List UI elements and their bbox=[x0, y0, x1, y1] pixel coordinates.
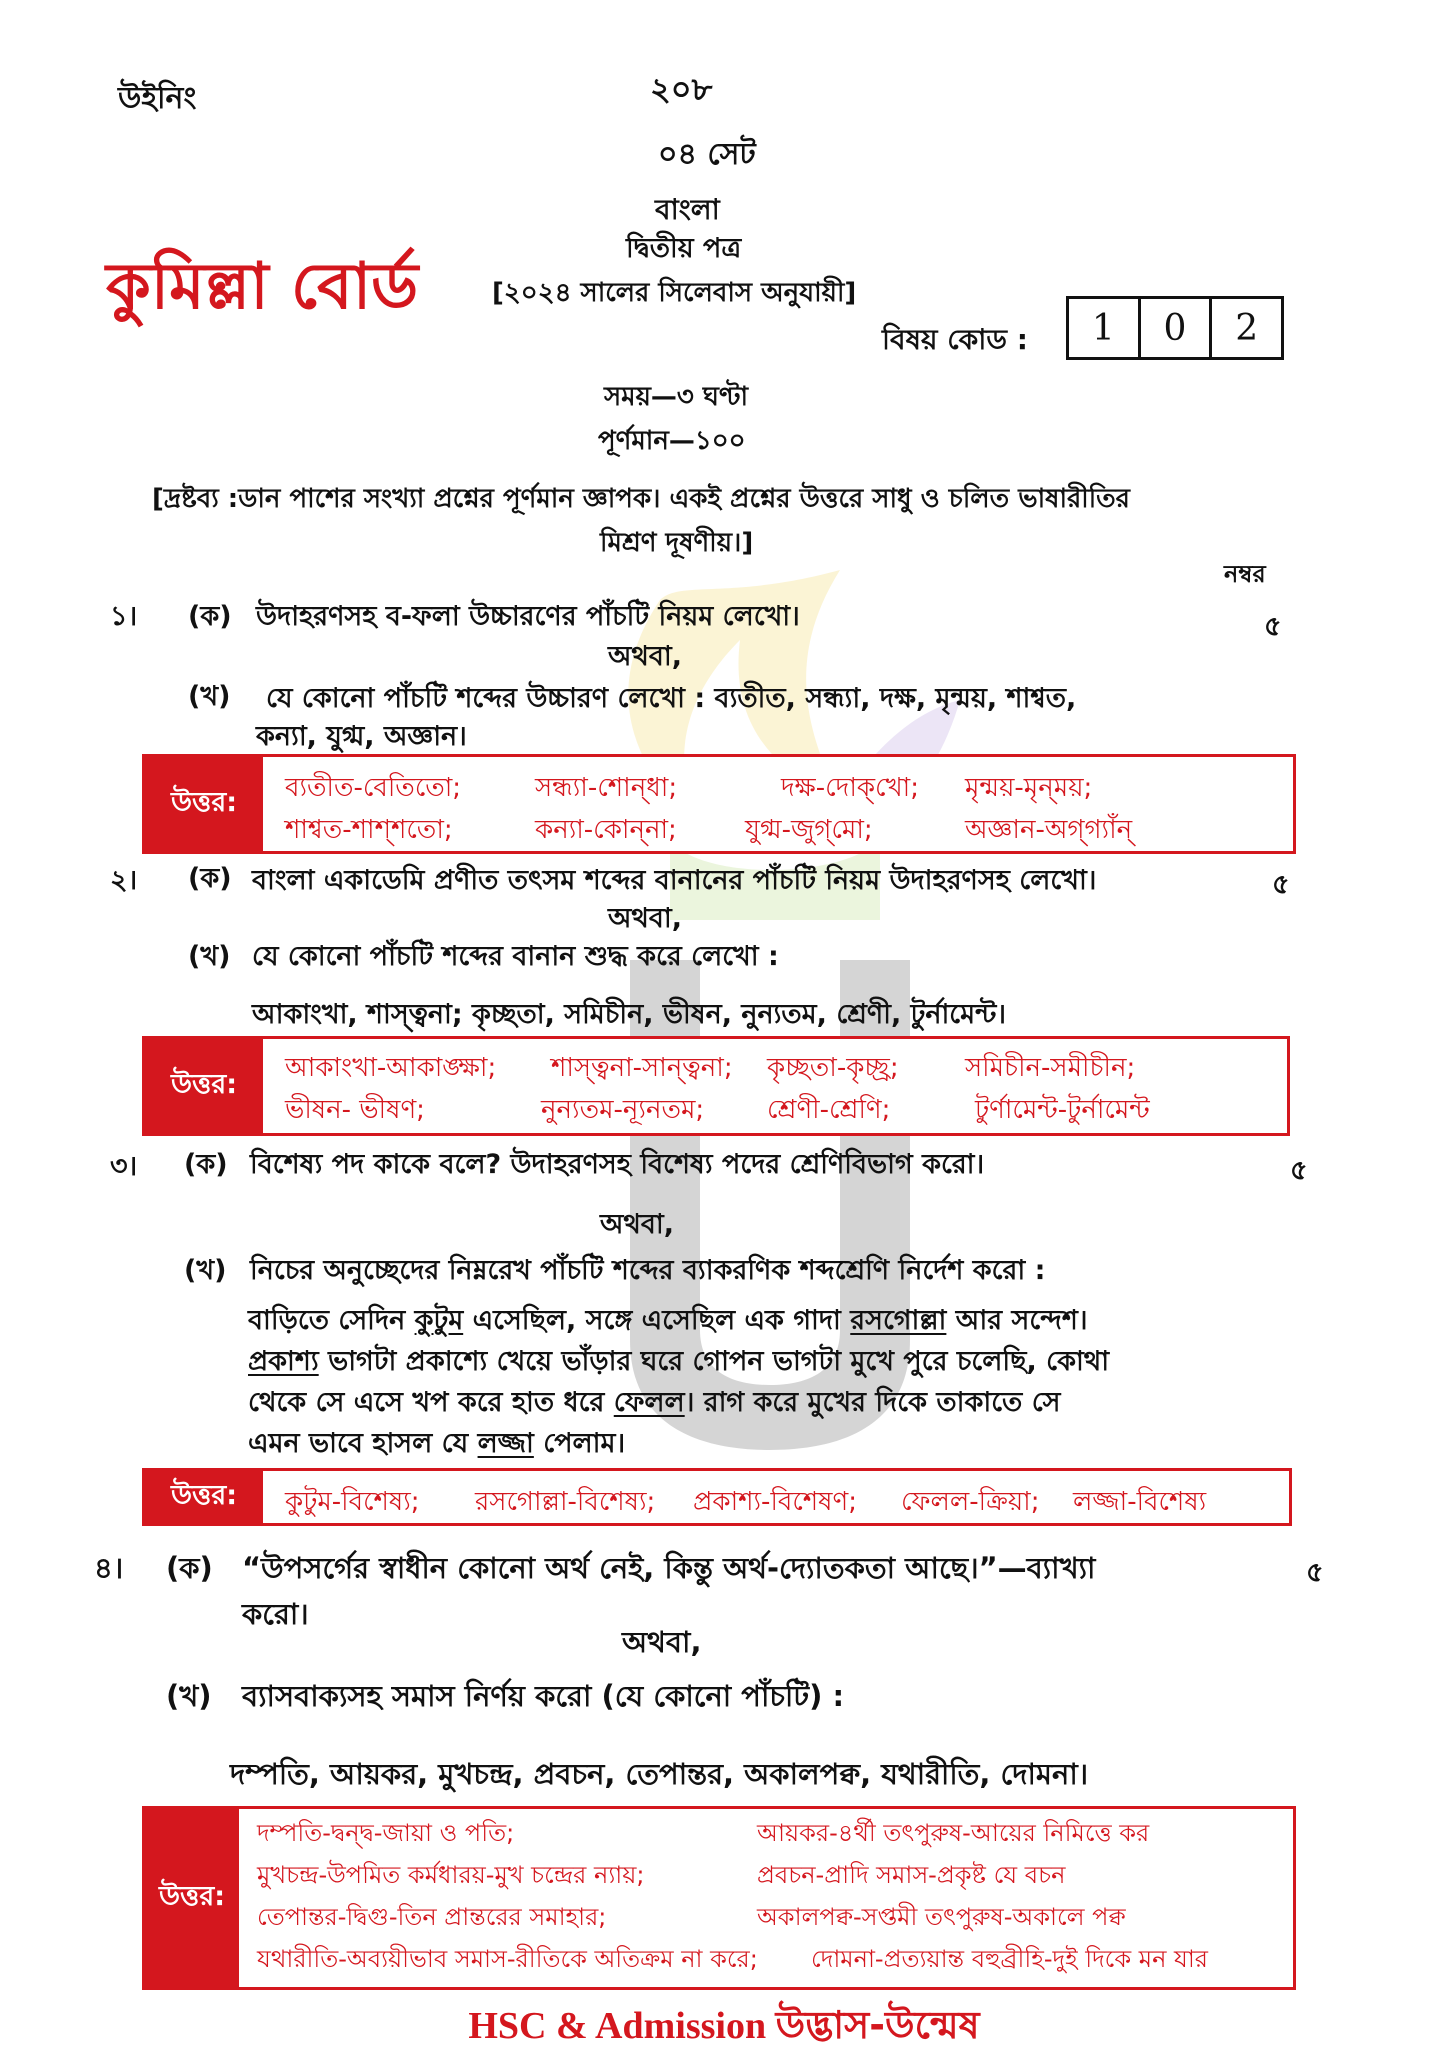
answer-item: আয়কর-৪র্থী তৎপুরুষ-আয়ের নিমিত্তে কর bbox=[757, 1819, 1150, 1847]
answer-item: সমিচীন-সমীচীন; bbox=[965, 1053, 1136, 1083]
answer-item: শাশ্বত-শাশ্‌শতো; bbox=[285, 815, 453, 845]
passage-text: থেকে সে এসে খপ করে হাত ধরে bbox=[248, 1387, 614, 1418]
answer-item: যথারীতি-অব্যয়ীভাব সমাস-রীতিকে অতিক্রম না করে; bbox=[257, 1945, 758, 1973]
answer-item: আকাংখা-আকাঙ্ক্ষা; bbox=[285, 1053, 497, 1083]
answer-item: ভীষন- ভীষণ; bbox=[285, 1095, 425, 1125]
answer-item: মৃন্ময়-মৃন্‌ময়; bbox=[965, 773, 1093, 803]
answer-item: প্রবচন-প্রাদি সমাস-প্রকৃষ্ট যে বচন bbox=[757, 1861, 1066, 1889]
q4-kha-text: ব্যাসবাক্যসহ সমাস নির্ণয় করো (যে কোনো পাঁচটি) : bbox=[242, 1679, 845, 1713]
q3-answer-box bbox=[142, 1468, 1292, 1526]
q4-kha-label: (খ) bbox=[166, 1679, 212, 1713]
code-digit: 1 bbox=[1069, 299, 1141, 357]
passage-text: । রাগ করে মুখের দিকে তাকাতে সে bbox=[684, 1387, 1061, 1418]
q3-kha-text: নিচের অনুচ্ছেদের নিম্নরেখ পাঁচটি শব্দের ব্যাকরণিক শব্দশ্রেণি নির্দেশ করো : bbox=[250, 1255, 1046, 1286]
q3-or: অথবা, bbox=[600, 1209, 674, 1240]
q4-marks: ৫ bbox=[1306, 1557, 1324, 1588]
passage-text: বাড়িতে সেদিন bbox=[248, 1305, 415, 1336]
q3-marks: ৫ bbox=[1290, 1155, 1308, 1186]
time-label: সময়—৩ ঘণ্টা bbox=[604, 382, 749, 412]
subject-code-label: বিষয় কোড : bbox=[882, 323, 1028, 356]
answer-item: মুখচন্দ্র-উপমিত কর্মধারয়-মুখ চন্দ্রের ন্যায়; bbox=[257, 1861, 645, 1889]
q4-words: দম্পতি, আয়কর, মুখচন্দ্র, প্রবচন, তেপান্তর, অকালপক্ব, যথারীতি, দোমনা। bbox=[230, 1757, 1089, 1791]
answer-item: যুগ্ম-জুগ্‌মো; bbox=[745, 815, 873, 845]
answer-label: উত্তর: bbox=[145, 1471, 263, 1523]
board-name: কুমিল্লা বোর্ড bbox=[106, 250, 419, 324]
footer-text-en: HSC & Admission bbox=[468, 2005, 776, 2047]
q2-number: ২। bbox=[110, 865, 138, 896]
q3-ka-label: (ক) bbox=[184, 1149, 228, 1180]
q1-number: ১। bbox=[110, 601, 138, 632]
answer-item: ব্যতীত-বেতিতো; bbox=[285, 773, 462, 803]
underlined-word: রসগোল্লা bbox=[850, 1305, 947, 1336]
q4-or: অথবা, bbox=[622, 1625, 702, 1659]
answer-item: দক্ষ-দোক্‌খো; bbox=[781, 773, 919, 803]
underlined-word: কুটুম bbox=[414, 1305, 464, 1336]
passage-line bbox=[248, 1300, 1248, 1341]
answer-item: লজ্জা-বিশেষ্য bbox=[1073, 1487, 1207, 1517]
q3-number: ৩। bbox=[110, 1151, 138, 1182]
q1-answer-box bbox=[142, 754, 1296, 854]
answer-item: টুর্ণামেন্ট-টুর্নামেন্ট bbox=[975, 1095, 1150, 1125]
marks-column-label: নম্বর bbox=[1224, 560, 1266, 588]
answer-label: উত্তর: bbox=[145, 1809, 239, 1987]
passage-line bbox=[248, 1341, 1248, 1382]
q2-or: অথবা, bbox=[608, 903, 682, 934]
q3-passage bbox=[248, 1300, 1248, 1464]
q4-answer-box bbox=[142, 1806, 1296, 1990]
answer-item: শাস্ত্বনা-সান্ত্বনা; bbox=[551, 1053, 733, 1083]
subject-code-box bbox=[1066, 296, 1284, 360]
answer-item: তেপান্তর-দ্বিগু-তিন প্রান্তরের সমাহার; bbox=[257, 1903, 607, 1931]
passage-text: আর সন্দেশ। bbox=[946, 1305, 1088, 1336]
syllabus-note: [২০২৪ সালের সিলেবাস অনুযায়ী] bbox=[492, 278, 857, 308]
instruction-line-2: মিশ্রণ দূষণীয়।] bbox=[600, 528, 754, 558]
q4-ka-line-2: করো। bbox=[242, 1597, 309, 1631]
answer-item: অজ্ঞান-অগ্‌গ্যাঁন্ bbox=[965, 815, 1133, 845]
answer-label: উত্তর: bbox=[145, 757, 263, 851]
answer-item: নুন্যতম-ন্যূনতম; bbox=[541, 1095, 705, 1125]
code-digit: 2 bbox=[1235, 307, 1259, 349]
passage-text: পেলাম। bbox=[533, 1428, 626, 1459]
q2-kha-label: (খ) bbox=[188, 941, 231, 972]
passage-text: এসেছিল, সঙ্গে এসেছিল এক গাদা bbox=[463, 1305, 851, 1336]
set-label: ০৪ সেট bbox=[658, 137, 756, 172]
q2-ka-text: বাংলা একাডেমি প্রণীত তৎসম শব্দের বানানের পাঁচটি নিয়ম উদাহরণসহ লেখো। bbox=[252, 865, 1097, 896]
answer-item: দোমনা-প্রত্যয়ান্ত বহুব্রীহি-দুই দিকে মন যার bbox=[811, 1945, 1209, 1973]
q1-marks: ৫ bbox=[1264, 611, 1282, 642]
subject-title: বাংলা bbox=[655, 193, 720, 226]
q1-kha-line-2: কন্যা, যুগ্ম, অজ্ঞান। bbox=[256, 721, 467, 752]
q4-ka-label: (ক) bbox=[166, 1551, 213, 1585]
answer-item: কুটুম-বিশেষ্য; bbox=[285, 1487, 420, 1517]
answer-item: ফেলল-ক্রিয়া; bbox=[901, 1487, 1040, 1517]
full-marks-label: পূর্ণমান—১০০ bbox=[598, 426, 746, 456]
passage-line bbox=[248, 1382, 1248, 1423]
answer-item: রসগোল্লা-বিশেষ্য; bbox=[475, 1487, 656, 1517]
q1-or: অথবা, bbox=[608, 641, 682, 672]
q4-number: ৪। bbox=[94, 1551, 124, 1585]
q1-kha-label: (খ) bbox=[188, 681, 231, 712]
q2-marks: ৫ bbox=[1272, 869, 1290, 900]
answer-item: অকালপক্ব-সপ্তমী তৎপুরুষ-অকালে পক্ব bbox=[757, 1903, 1126, 1931]
q1-ka-text: উদাহরণসহ ব-ফলা উচ্চারণের পাঁচটি নিয়ম লেখো। bbox=[256, 601, 800, 632]
q2-answer-box bbox=[142, 1036, 1290, 1136]
answer-item: দম্পতি-দ্বন্দ্ব-জায়া ও পতি; bbox=[257, 1819, 515, 1847]
answer-item: সন্ধ্যা-শোন্‌ধা; bbox=[535, 773, 678, 803]
passage-text: এমন ভাবে হাসল যে bbox=[248, 1428, 478, 1459]
answer-item: প্রকাশ্য-বিশেষণ; bbox=[693, 1487, 857, 1517]
underlined-word: ফেলল bbox=[613, 1387, 685, 1418]
answer-item: কৃচ্ছতা-কৃচ্ছ্র; bbox=[767, 1053, 899, 1083]
page-number: ২০৮ bbox=[650, 70, 713, 108]
passage-line bbox=[248, 1423, 1248, 1464]
q2-words: আকাংখা, শাস্ত্বনা; কৃচ্ছতা, সমিচীন, ভীষন, নুন্যতম, শ্রেণী, টুর্নামেন্ট। bbox=[252, 999, 1007, 1030]
answer-item: শ্রেণী-শ্রেণি; bbox=[767, 1095, 891, 1125]
footer-brand bbox=[0, 1996, 1448, 2060]
answer-label: উত্তর: bbox=[145, 1039, 263, 1133]
paper-title: দ্বিতীয় পত্র bbox=[626, 233, 742, 264]
brand-tag: উইনিং bbox=[118, 81, 197, 116]
underlined-word: প্রকাশ্য bbox=[248, 1346, 319, 1377]
code-digit: 0 bbox=[1141, 299, 1213, 357]
footer-text-bn: উদ্ভাস-উন্মেষ bbox=[775, 2003, 980, 2047]
q3-ka-text: বিশেষ্য পদ কাকে বলে? উদাহরণসহ বিশেষ্য পদের শ্রেণিবিভাগ করো। bbox=[250, 1149, 985, 1180]
q3-kha-label: (খ) bbox=[184, 1255, 227, 1286]
underlined-word: লজ্জা bbox=[477, 1428, 534, 1459]
q1-ka-label: (ক) bbox=[188, 601, 232, 632]
q2-kha-text: যে কোনো পাঁচটি শব্দের বানান শুদ্ধ করে লেখো : bbox=[252, 941, 779, 972]
q2-ka-label: (ক) bbox=[188, 863, 232, 894]
instruction-line-1: [দ্রষ্টব্য :ডান পাশের সংখ্যা প্রশ্নের পূর্ণমান জ্ঞাপক। একই প্রশ্নের উত্তরে সাধু ও চলিত ভাষারীতির bbox=[152, 484, 1130, 514]
q4-ka-line-1: “উপসর্গের স্বাধীন কোনো অর্থ নেই, কিন্তু অর্থ-দ্যোতকতা আছে।”—ব্যাখ্যা bbox=[242, 1551, 1096, 1585]
answer-item: কন্যা-কোন্‌না; bbox=[535, 815, 677, 845]
passage-text: ভাগটা প্রকাশ্যে খেয়ে ভাঁড়ার ঘরে গোপন ভাগটা মুখে পুরে চলেছি, কোথা bbox=[318, 1346, 1110, 1377]
q1-kha-line-1: যে কোনো পাঁচটি শব্দের উচ্চারণ লেখো : ব্যতীত, সন্ধ্যা, দক্ষ, মৃন্ময়, শাশ্বত, bbox=[266, 683, 1077, 714]
